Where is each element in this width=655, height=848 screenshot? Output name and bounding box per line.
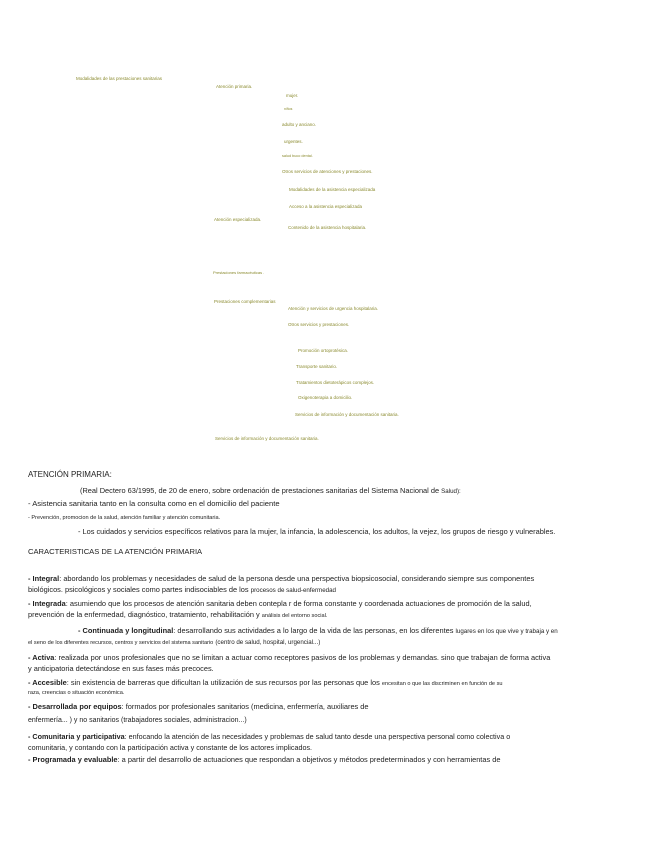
diagram-atencion-primaria: Atención primaria. <box>216 84 253 89</box>
diagram-otros-item: Promoción ortoprotésica. <box>298 348 349 353</box>
diagram-otros-item: Transporte sanitario. <box>296 364 338 369</box>
continuada-line-2: el seno de los diferentes recursos, centros y servicios del sistema sanitario (centro de salud, hospital, urgencial...) <box>28 639 321 646</box>
diagram-ap-item: mujer. <box>286 93 299 98</box>
heading-atencion-primaria: ATENCIÓN PRIMARIA: <box>28 470 112 479</box>
ap-line-3: - Los cuidados y servicios específicos relativos para la mujer, la infancia, la adolescencia, los adultos, la vejez, los grupos de riesgo y vulnerables. <box>78 527 556 536</box>
programada-line: - Programada y evaluable: a partir del desarrollo de actuaciones que respondan a objetivos y métodos predeterminados y con herramientas de <box>28 755 501 764</box>
diagram-ap-item: Otros servicios de atenciones y prestaciones. <box>282 169 373 174</box>
equipos-line-2: enfermería... ) y no sanitarios (trabajadores sociales, administracion...) <box>28 717 247 724</box>
diagram-ap-item: urgentes. <box>284 139 303 144</box>
diagram-otros-item: Servicios de información y documentación sanitaria. <box>295 412 399 417</box>
diagram-esp-item: Modalidades de la asistencia especializada <box>289 187 376 192</box>
comunitaria-line-2: comunitaria, y contando con la participación activa y constante de los actores implicados. <box>28 743 313 752</box>
activa-line-2: y anticipatoria detectándose en sus fases más precoces. <box>28 664 214 673</box>
ap-line-1: - Asistencia sanitaria tanto en la consulta como en el domicilio del paciente <box>28 499 280 508</box>
diagram-atencion-especializada: Atención especializada. <box>214 217 262 222</box>
diagram-farmaceuticas: Prestaciones farmacéuticas . <box>213 270 265 275</box>
integral-line: - Integral: abordando los problemas y necesidades de salud de la persona desde una perspectiva biopsicosocial, considerando siempre sus componentes <box>28 574 535 583</box>
integrada-line-2: prevención de la enfermedad, diagnóstico, tratamiento, rehabilitación y análisis del entorno social. <box>28 610 328 619</box>
diagram-otros-item: Tratamientos dietoterápicos complejos. <box>296 380 375 385</box>
ap-line-2: - Prevención, promocion de la salud, atención familiar y atención comunitaria. <box>28 515 221 521</box>
diagram-ap-item: niños <box>284 107 293 111</box>
activa-line: - Activa: realizada por unos profesionales que no se limitan a actuar como receptores pasivos de los problemas y demandas. sino que trabajan de forma activa <box>28 653 551 662</box>
equipos-line: - Desarrollada por equipos: formados por profesionales sanitarios (medicina, enfermería, auxiliares de <box>28 702 369 711</box>
integral-line-2: biológicos. psicológicos y sociales como partes indisociables de los procesos de salud-enfermedad <box>28 585 336 594</box>
diagram-otros-item: Oxigenoterapia a domicilio. <box>298 395 353 400</box>
diagram-esp-item: Contenido de la asistencia hospitalaria. <box>288 225 367 230</box>
integrada-line: - Integrada: asumiendo que los procesos de atención sanitaria deben contepla r de forma constante y coordenada actuaciones de promoción de la salud, <box>28 599 532 608</box>
diagram-ap-item: salud buco dental. <box>282 154 313 158</box>
comunitaria-line: - Comunitaria y participativa: enfocando la atención de las necesidades y problemas de salud tanto desde una perspectiva personal como colectiva o <box>28 732 511 741</box>
diagram-complementarias: Prestaciones complementarias <box>214 299 276 304</box>
diagram-root: Modalidades de las prestaciones sanitarias <box>76 76 163 81</box>
accesible-line-2: raza, creencias o situación económica. <box>28 690 125 696</box>
diagram-esp-item: Acceso a la asistencia especializada <box>289 204 363 209</box>
diagram-servicios-info: Servicios de información y documentación sanitaria. <box>215 436 319 441</box>
diagram-comp-item: Otros servicios y prestaciones. <box>288 322 350 327</box>
diagram-ap-item: adulto y anciano. <box>282 122 317 127</box>
accesible-line: - Accesible: sin existencia de barreras que dificultan la utilización de sus recursos por las personas que los encesitan o que las discriminen en función de su <box>28 678 503 687</box>
decree-line: (Real Dectero 63/1995, de 20 de enero, sobre ordenación de prestaciones sanitarias del Sistema Nacional de Salud): <box>80 486 461 495</box>
heading-caracteristicas: CARACTERISTICAS DE LA ATENCIÓN PRIMARIA <box>28 547 203 556</box>
diagram-comp-item: Atención y servicios de urgencia hospitalaria. <box>288 306 379 311</box>
continuada-line: - Continuada y longitudinal: desarrollando sus actividades a lo largo de la vida de las personas, en los diferentes lugares en los que vive y trabaja y en <box>78 626 558 635</box>
